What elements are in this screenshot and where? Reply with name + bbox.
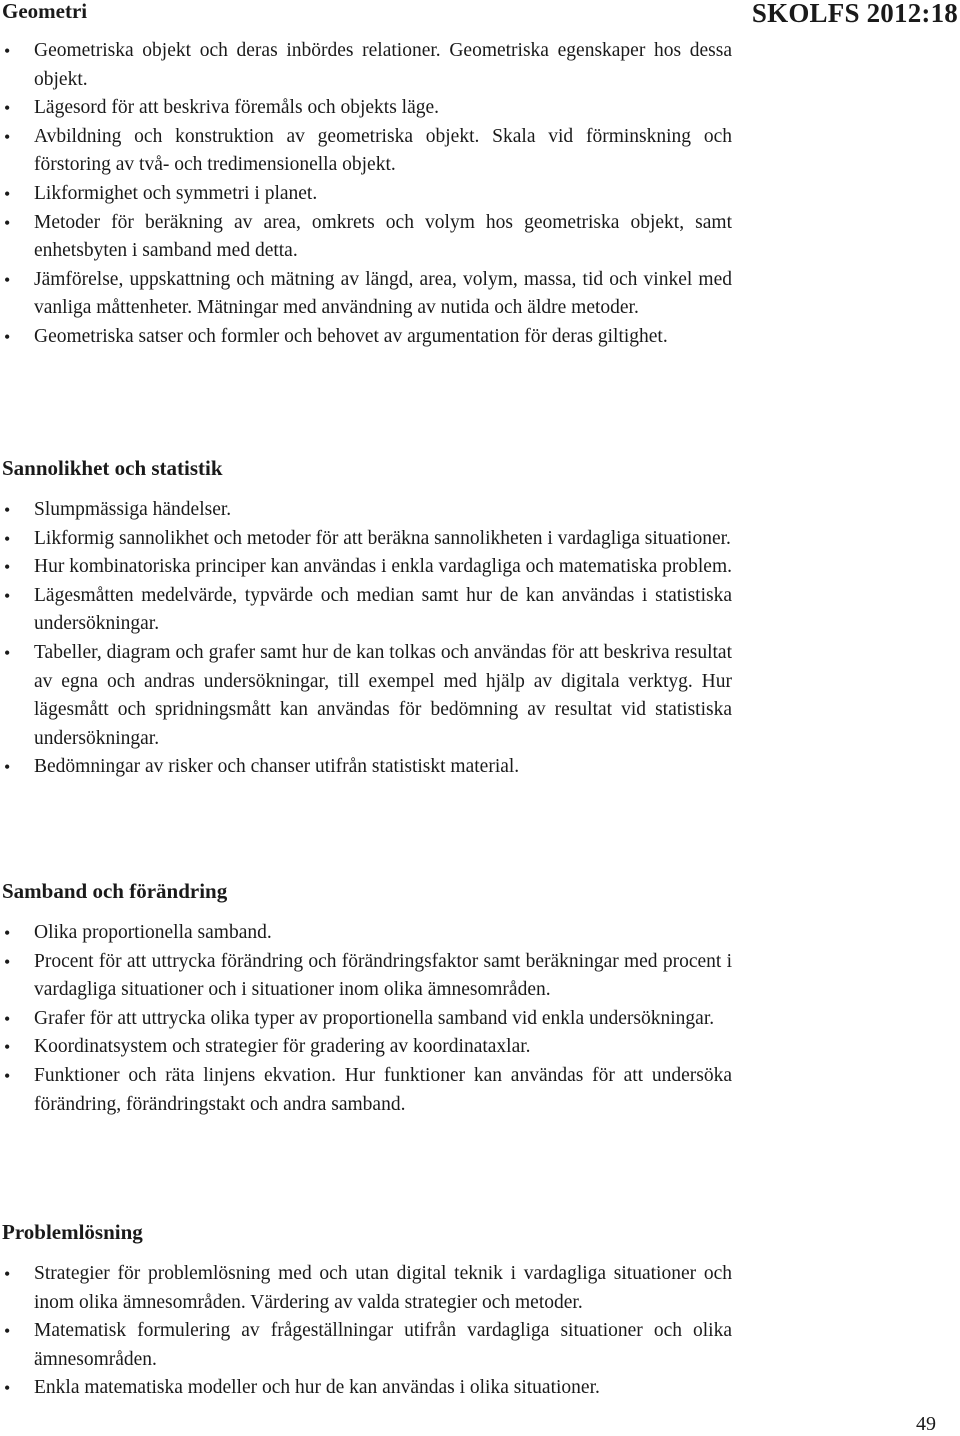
list-item: • Bedömningar av risker och chanser utifrån statistiskt material.	[2, 753, 732, 782]
list-item: • Likformighet och symmetri i planet.	[2, 180, 732, 209]
list-item: • Tabeller, diagram och grafer samt hur de kan tolkas och användas för att beskriva resultat av egna och andras undersökningar, till exempel med hjälp av digitala verktyg. Hur lägesmått och spridningsmått kan användas för bedömning av resultat vid statistiska undersökningar.	[2, 639, 732, 753]
list-item: • Metoder för beräkning av area, omkrets och volym hos geometriska objekt, samt enhetsbyten i samband med detta.	[2, 209, 732, 266]
list-item: • Geometriska objekt och deras inbördes relationer. Geometriska egenskaper hos dessa objekt.	[2, 37, 732, 94]
list-item: • Lägesmåtten medelvärde, typvärde och median samt hur de kan användas i statistiska undersökningar.	[2, 582, 732, 639]
section-heading: Problemlösning	[2, 1220, 143, 1244]
section-samband-och-forandring	[2, 879, 732, 1119]
section-sannolikhet-och-statistik	[2, 456, 732, 782]
document-id: SKOLFS 2012:18	[751, 0, 958, 28]
list-item: • Avbildning och konstruktion av geometriska objekt. Skala vid förminskning och förstoring av två- och tredimensionella objekt.	[2, 123, 732, 180]
section-heading: Geometri	[2, 0, 88, 23]
bullet-list	[2, 1260, 732, 1403]
list-item: • Grafer för att uttrycka olika typer av proportionella samband vid enkla undersökningar.	[2, 1005, 732, 1034]
list-item: • Koordinatsystem och strategier för gradering av koordinataxlar.	[2, 1033, 732, 1062]
list-item: • Slumpmässiga händelser.	[2, 496, 732, 525]
list-item: • Strategier för problemlösning med och utan digital teknik i vardagliga situationer och inom olika ämnesområden. Värdering av valda strategier och metoder.	[2, 1260, 732, 1317]
section-heading: Samband och förändring	[2, 879, 228, 903]
list-item: • Procent för att uttrycka förändring och förändringsfaktor samt beräkningar med procent i vardagliga situationer och i situationer inom olika ämnesområden.	[2, 948, 732, 1005]
bullet-list	[2, 37, 732, 352]
page-number: 49	[916, 1413, 936, 1435]
list-item: • Geometriska satser och formler och behovet av argumentation för deras giltighet.	[2, 323, 732, 352]
list-item: • Enkla matematiska modeller och hur de kan användas i olika situationer.	[2, 1374, 732, 1403]
list-item: • Matematisk formulering av frågeställningar utifrån vardagliga situationer och olika ämnesområden.	[2, 1317, 732, 1374]
list-item: • Likformig sannolikhet och metoder för att beräkna sannolikheten i vardagliga situationer.	[2, 525, 732, 554]
bullet-list	[2, 919, 732, 1119]
list-item: • Hur kombinatoriska principer kan användas i enkla vardagliga och matematiska problem.	[2, 553, 732, 582]
section-problemlosning	[2, 1220, 732, 1403]
section-heading: Sannolikhet och statistik	[2, 456, 223, 480]
section-geometri	[2, 0, 732, 352]
list-item: • Lägesord för att beskriva föremåls och objekts läge.	[2, 94, 732, 123]
list-item: • Funktioner och räta linjens ekvation. Hur funktioner kan användas för att undersöka förändring, förändringstakt och andra samband.	[2, 1062, 732, 1119]
bullet-list	[2, 496, 732, 782]
list-item: • Jämförelse, uppskattning och mätning av längd, area, volym, massa, tid och vinkel med vanliga måttenheter. Mätningar med användning av nutida och äldre metoder.	[2, 266, 732, 323]
list-item: • Olika proportionella samband.	[2, 919, 732, 948]
